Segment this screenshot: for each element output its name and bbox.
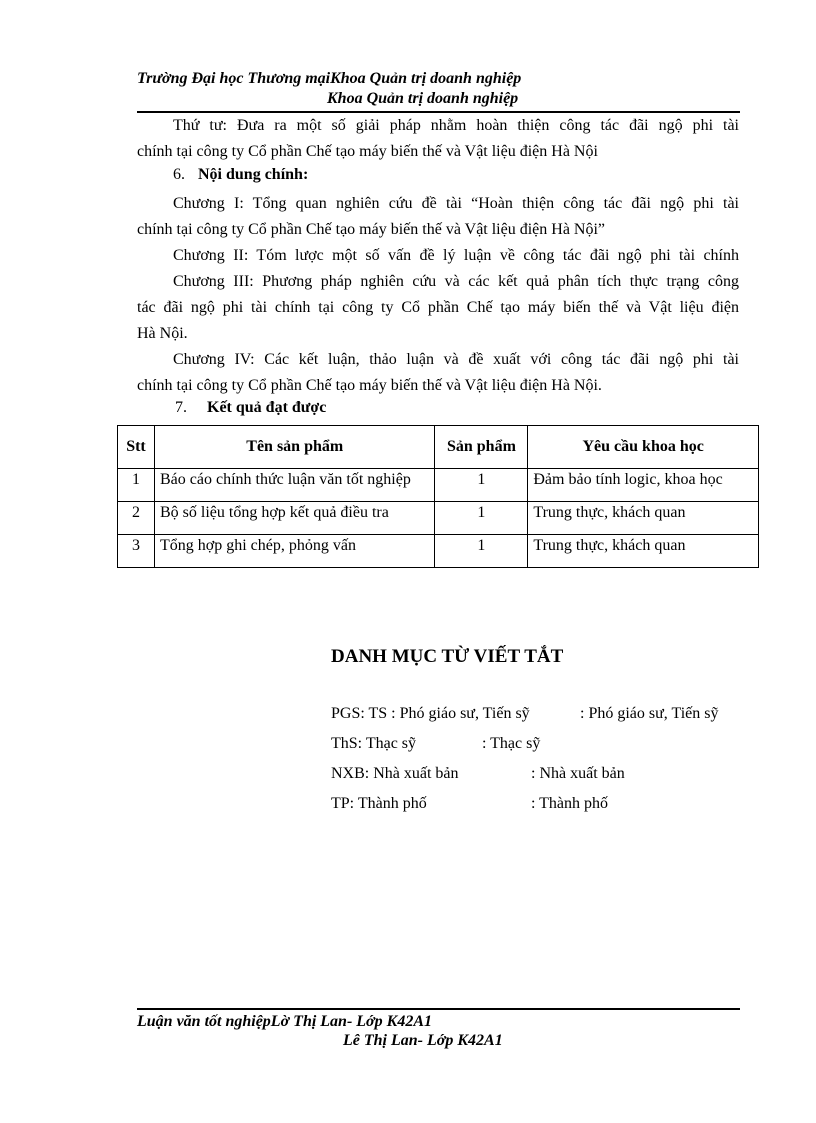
- objective-4-paragraph: [137, 113, 739, 165]
- chapter-1-line-2: chính tại công ty Cổ phần Chế tạo máy biến thế và Vật liệu điện Hà Nội”: [137, 221, 606, 238]
- results-table: [117, 425, 759, 568]
- chapter-4-line-2: chính tại công ty Cổ phần Chế tạo máy biến thế và Vật liệu điện Hà Nội.: [137, 377, 602, 394]
- cell-product-count: 1: [435, 502, 528, 535]
- chapter-3-line-2: tác đãi ngộ phi tài chính tại công ty Cổ phần Chế tạo máy biến thế và Vật liệu điện: [137, 299, 739, 316]
- abbreviation-term: PGS: TS : Phó giáo sư, Tiến sỹ: [331, 705, 530, 722]
- chapter-3-paragraph: [137, 269, 739, 347]
- section-6-number: 6.: [173, 166, 185, 183]
- table-row: [118, 502, 759, 535]
- abbreviation-term: ThS: Thạc sỹ: [331, 735, 417, 752]
- abbreviation-meaning: : Phó giáo sư, Tiến sỹ: [580, 705, 719, 722]
- cell-product-name: Tổng hợp ghi chép, phỏng vấn: [154, 535, 435, 568]
- table-header-row: [118, 426, 759, 469]
- cell-requirement: Trung thực, khách quan: [528, 535, 759, 568]
- objective-4-line-2: chính tại công ty Cổ phần Chế tạo máy biến thế và Vật liệu điện Hà Nội: [137, 143, 598, 160]
- section-6-title: Nội dung chính:: [198, 166, 309, 183]
- footer-line-1: Luận văn tốt nghiệpLờ Thị Lan- Lớp K42A1: [137, 1013, 432, 1030]
- objective-4-line-1: Thứ tư: Đưa ra một số giải pháp nhằm hoàn thiện công tác đãi ngộ phi tài: [173, 117, 739, 134]
- table-row: [118, 535, 759, 568]
- column-header-product-name: Tên sản phẩm: [154, 426, 435, 469]
- cell-requirement: Đảm bảo tính logic, khoa học: [528, 469, 759, 502]
- abbreviations-title: DANH MỤC TỪ VIẾT TẮT: [331, 646, 564, 667]
- chapter-3-line-3: Hà Nội.: [137, 325, 188, 342]
- cell-requirement: Trung thực, khách quan: [528, 502, 759, 535]
- abbreviation-term: TP: Thành phố: [331, 795, 427, 812]
- chapter-1-line-1: Chương I: Tổng quan nghiên cứu đề tài “Hoàn thiện công tác đãi ngộ phi tài: [173, 195, 739, 212]
- cell-product-count: 1: [435, 469, 528, 502]
- column-header-requirement: Yêu cầu khoa học: [528, 426, 759, 469]
- chapter-4-line-1: Chương IV: Các kết luận, thảo luận và đề xuất với công tác đãi ngộ phi tài: [173, 351, 739, 368]
- column-header-stt: Stt: [118, 426, 155, 469]
- footer-rule: [137, 1008, 740, 1010]
- abbreviation-meaning: : Nhà xuất bản: [531, 765, 625, 782]
- section-7-title: Kết quả đạt được: [207, 399, 327, 416]
- column-header-product-count: Sản phẩm: [435, 426, 528, 469]
- section-7-number: 7.: [175, 399, 187, 416]
- table-row: [118, 469, 759, 502]
- chapter-2-paragraph: [137, 243, 739, 269]
- header-line-2: Khoa Quản trị doanh nghiệp: [327, 90, 519, 107]
- chapter-2-line-1: Chương II: Tóm lược một số vấn đề lý luận về công tác đãi ngộ phi tài chính: [173, 247, 739, 264]
- cell-product-count: 1: [435, 535, 528, 568]
- footer-line-2: Lê Thị Lan- Lớp K42A1: [343, 1032, 503, 1049]
- cell-stt: 1: [118, 469, 155, 502]
- cell-product-name: Báo cáo chính thức luận văn tốt nghiệp: [154, 469, 435, 502]
- chapter-3-line-1: Chương III: Phương pháp nghiên cứu và các kết quả phân tích thực trạng công: [173, 273, 739, 290]
- abbreviation-meaning: : Thạc sỹ: [482, 735, 541, 752]
- abbreviation-term: NXB: Nhà xuất bản: [331, 765, 459, 782]
- cell-stt: 2: [118, 502, 155, 535]
- chapter-1-paragraph: [137, 191, 739, 243]
- cell-product-name: Bộ số liệu tổng hợp kết quả điều tra: [154, 502, 435, 535]
- chapter-4-paragraph: [137, 347, 739, 399]
- header-line-1: Trường Đại học Thương mạiKhoa Quản trị doanh nghiệp: [137, 70, 522, 87]
- abbreviation-meaning: : Thành phố: [531, 795, 609, 812]
- cell-stt: 3: [118, 535, 155, 568]
